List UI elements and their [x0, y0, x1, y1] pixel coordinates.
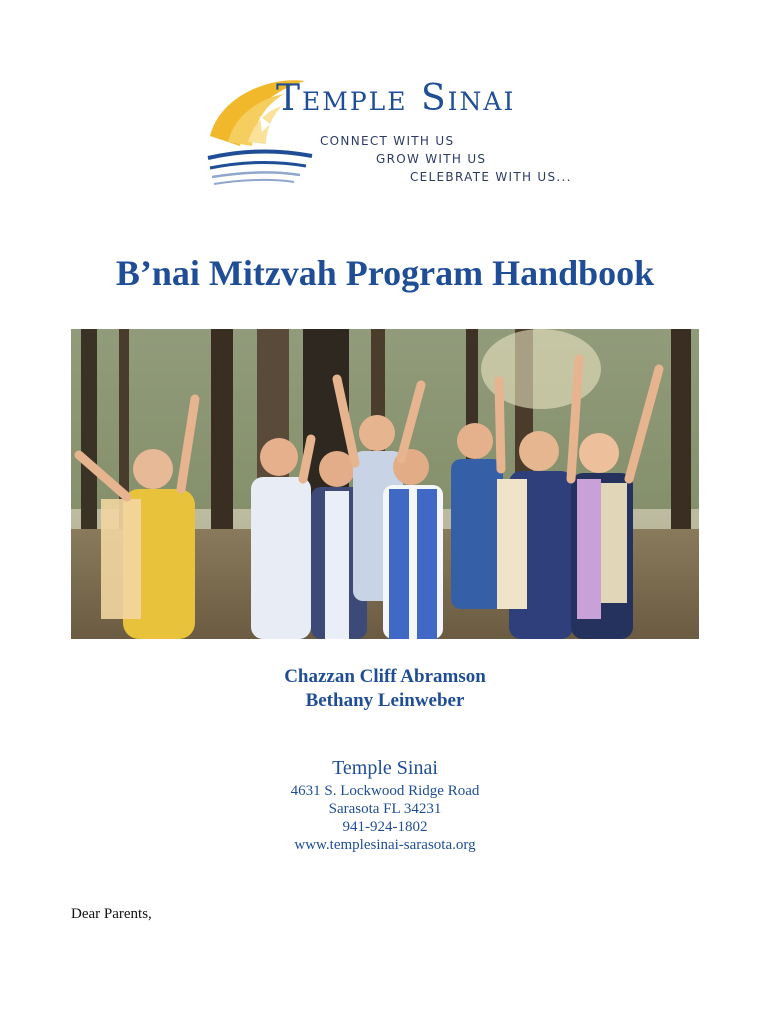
organization-name: Temple Sinai — [332, 757, 438, 779]
logo-title: Temple Sinai — [276, 78, 516, 119]
address-phone: 941-924-1802 — [342, 819, 428, 835]
organization-address — [0, 782, 770, 854]
logo-tagline-1: CONNECT WITH US — [320, 134, 455, 148]
logo-tagline-3: CELEBRATE WITH US... — [410, 170, 572, 184]
group-photo-icon — [71, 329, 699, 639]
logo-tagline-2: GROW WITH US — [376, 152, 487, 166]
address-street: 4631 S. Lockwood Ridge Road — [290, 783, 480, 799]
address-website: www.templesinai-sarasota.org — [294, 837, 476, 853]
authors — [0, 665, 770, 713]
letter-salutation: Dear Parents, — [71, 906, 152, 922]
temple-logo — [200, 76, 580, 188]
group-photo — [71, 329, 699, 639]
author-name: Chazzan Cliff Abramson — [284, 666, 486, 687]
document-title: B’nai Mitzvah Program Handbook — [115, 253, 655, 293]
author-name: Bethany Leinweber — [305, 690, 465, 711]
address-city: Sarasota FL 34231 — [328, 801, 442, 817]
